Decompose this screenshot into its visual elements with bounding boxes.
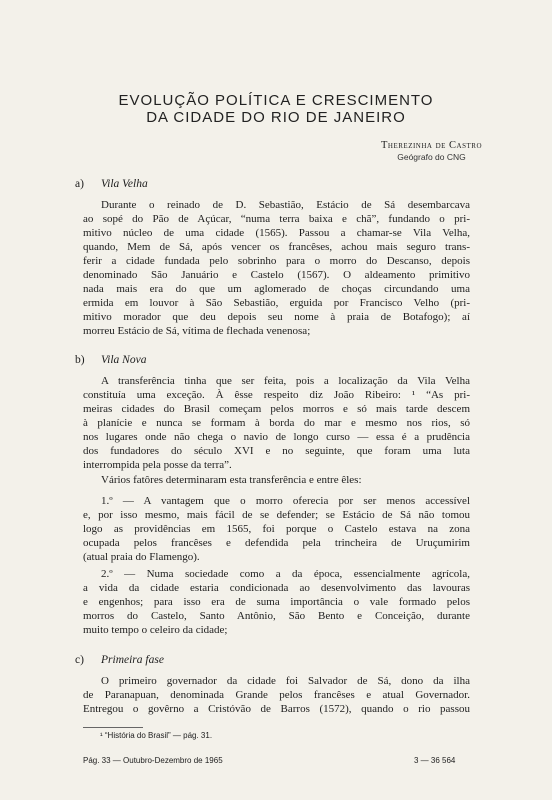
text-line: de Paranapuan, denominada Grande pelos francêses e atual Governador.	[83, 689, 470, 701]
text-line: nos lugares onde não chega o navio de longo curso — essa é a prudência	[83, 431, 470, 443]
footer-page-info: Pág. 33 — Outubro-Dezembro de 1965	[83, 756, 223, 765]
text-line: Entregou o govêrno a Cristóvão de Barros (1572), quando o rio passou	[83, 703, 470, 715]
text-line: 2.º — Numa sociedade como a da época, essencialmente agrícola,	[101, 568, 470, 580]
text-line: à planície e nunca se formam à borda do mar e mesmo nos rios, só	[83, 417, 470, 429]
text-line: mitivo núcleo de uma cidade (1565). Passou a chamar-se Vila Velha,	[83, 227, 470, 239]
text-line: O primeiro governador da cidade foi Salvador de Sá, dono da ilha	[101, 675, 470, 687]
text-line: e, por isso mesmo, mais fácil de se defender; se Estácio de Sá não tomou	[83, 509, 470, 521]
text-line: Vários fatôres determinaram esta transferência e entre êles:	[101, 474, 362, 486]
text-line: interrompida pela posse da terra”.	[83, 459, 232, 471]
footnote: ¹ “História do Brasil” — pág. 31.	[100, 731, 213, 740]
text-line: 1.º — A vantagem que o morro oferecia por ser menos accessível	[101, 495, 470, 507]
section-title: Primeira fase	[101, 654, 164, 666]
text-line: meiras cidades do Brasil começam pelos morros e só mais tarde descem	[83, 403, 470, 415]
paragraph	[83, 374, 470, 472]
section-title: Vila Nova	[101, 354, 147, 366]
section-heading-c	[75, 654, 164, 666]
paragraph	[83, 198, 470, 338]
text-line: ocupada pelos francêses e defendida pela trincheira de Uruçumirim	[83, 537, 470, 549]
author-block	[381, 140, 482, 162]
text-line: ferir a cidade fundada pelo sobrinho para o morro do Descanso, depois	[83, 255, 470, 267]
text-line: Durante o reinado de D. Sebastião, Estácio de Sá desembarcava	[101, 199, 470, 211]
text-line: mitivo morador que deu depois seu nome à praia de Botafogo); aí	[83, 311, 470, 323]
section-title: Vila Velha	[101, 178, 148, 190]
title-line-1: EVOLUÇÃO POLÍTICA E CRESCIMENTO	[118, 92, 434, 109]
text-line: morreu Estácio de Sá, vítima de flechada venenosa;	[83, 325, 311, 337]
author-name: Therezinha de Castro	[381, 140, 482, 151]
text-line: ermida em louvor à São Sebastião, erguida por Francisco Velho (pri-	[83, 297, 470, 309]
section-heading-a	[75, 178, 148, 190]
text-line: morros do Castelo, Santo Antônio, São Bento e Conceição, durante	[83, 610, 470, 622]
text-line: denominado São Januário e Castelo (1567). O aldeamento primitivo	[83, 269, 470, 281]
text-line: quando, Mem de Sá, após vencer os francêses, achou mais seguro trans-	[83, 241, 470, 253]
text-line: dos fundadores do século XVI e no seguinte, que foram uma luta	[83, 445, 470, 457]
section-heading-b	[75, 354, 146, 366]
text-line: nada mais era do que um aglomerado de choças circundando uma	[83, 283, 470, 295]
article-title	[60, 92, 492, 126]
text-line: muito tempo o celeiro da cidade;	[83, 624, 228, 636]
paragraph	[83, 473, 470, 487]
section-label: c)	[75, 654, 84, 666]
author-role: Geógrafo do CNG	[397, 152, 466, 162]
footer-code: 3 — 36 564	[414, 756, 456, 765]
text-line: a vida da cidade estaria condicionada ao desenvolvimento das lavouras	[83, 582, 470, 594]
paragraph	[83, 494, 470, 564]
text-line: A transferência tinha que ser feita, pois a localização da Vila Velha	[101, 375, 470, 387]
section-label: a)	[75, 178, 84, 190]
text-line: e engenhos; para isso era de suma importância o vale formado pelos	[83, 596, 470, 608]
text-line: constituía uma exceção. À êsse respeito diz João Ribeiro: ¹ “As pri-	[83, 389, 470, 401]
footnote-rule	[83, 727, 143, 728]
text-line: (atual praia do Flamengo).	[83, 551, 200, 563]
text-line: ao sopé do Pão de Açúcar, “numa terra baixa e chã”, fundando o pri-	[83, 213, 470, 225]
text-line: logo as providências em 1565, foi porque o Castelo estava na zona	[83, 523, 470, 535]
section-label: b)	[75, 354, 85, 366]
paragraph	[83, 567, 470, 637]
paragraph	[83, 674, 470, 716]
title-line-2: DA CIDADE DO RIO DE JANEIRO	[146, 109, 406, 126]
